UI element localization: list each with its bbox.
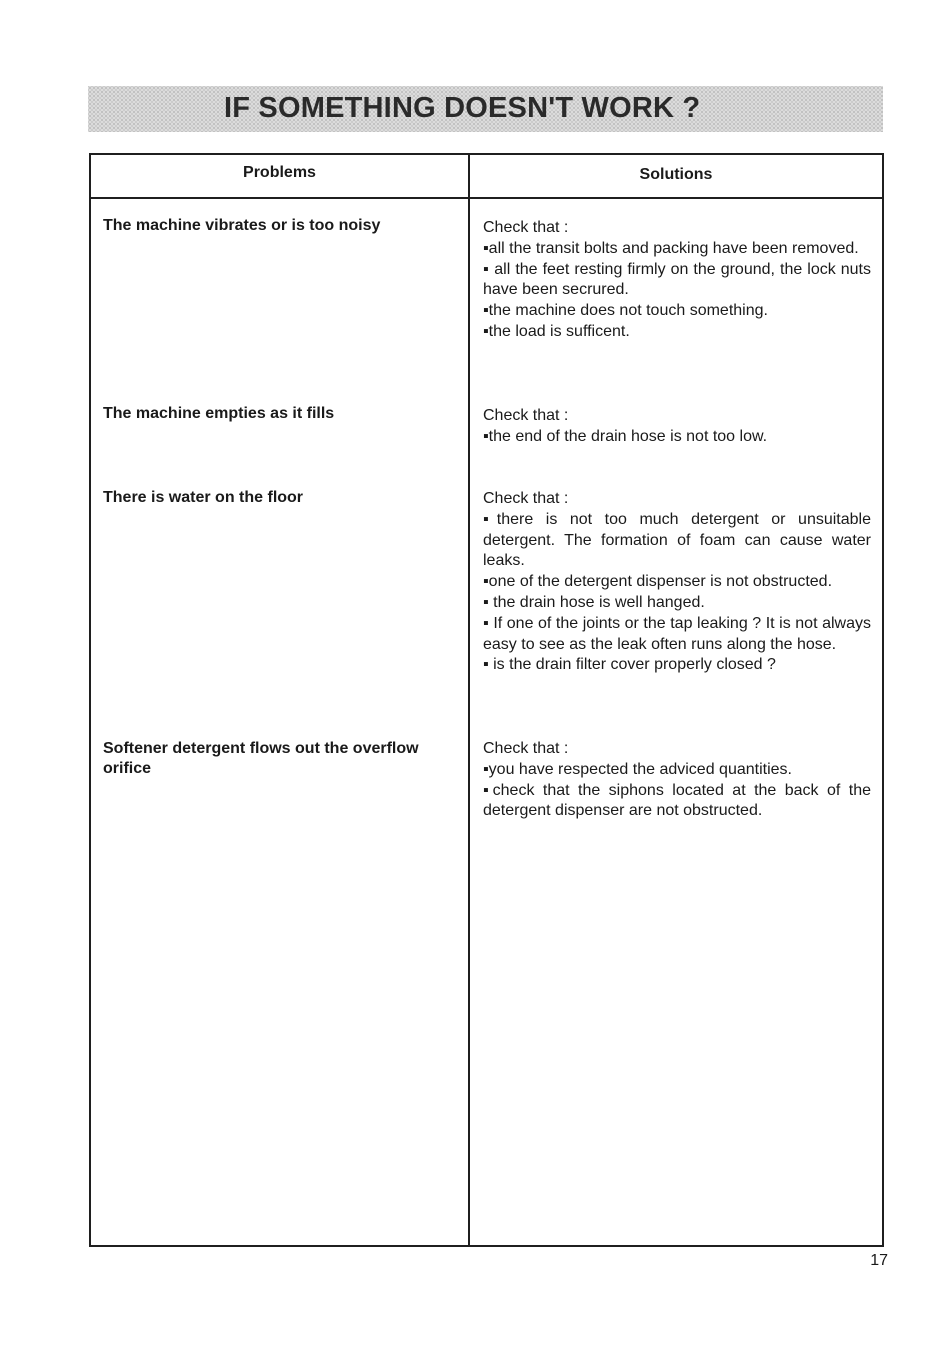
solution-line: ▪ the drain hose is well hanged. bbox=[483, 593, 705, 611]
solution-line: ▪check that the siphons located at the back of the detergent dispenser are not obstructed. bbox=[483, 781, 871, 820]
solution-line: Check that : bbox=[483, 740, 569, 757]
solution-3 bbox=[483, 489, 871, 676]
page-title: IF SOMETHING DOESN'T WORK ? bbox=[224, 92, 701, 124]
problem-1: The machine vibrates or is too noisy bbox=[103, 217, 381, 234]
solution-line: Check that : bbox=[483, 407, 569, 424]
solution-line: ▪one of the detergent dispenser is not obstructed. bbox=[483, 573, 833, 591]
problem-3: There is water on the floor bbox=[103, 489, 304, 506]
solution-line: ▪the end of the drain hose is not too low. bbox=[483, 427, 768, 445]
problem-4: Softener detergent flows out the overflow orifice bbox=[103, 740, 419, 777]
solution-line: Check that : bbox=[483, 490, 569, 507]
solution-line: ▪ If one of the joints or the tap leaking ? It is not always easy to see as the leak often runs along the hose. bbox=[483, 614, 871, 653]
solution-line: ▪all the transit bolts and packing have been removed. bbox=[483, 239, 859, 257]
header-problems: Problems bbox=[243, 164, 316, 181]
header-divider bbox=[89, 197, 884, 199]
solution-4 bbox=[483, 739, 871, 822]
solution-line: Check that : bbox=[483, 219, 569, 236]
solution-1 bbox=[483, 218, 871, 343]
solution-line: ▪you have respected the adviced quantities. bbox=[483, 760, 792, 778]
column-divider bbox=[468, 153, 470, 1247]
problem-2: The machine empties as it fills bbox=[103, 405, 335, 422]
solution-line: ▪the load is sufficent. bbox=[483, 322, 630, 340]
solution-line: ▪there is not too much detergent or unsuitable detergent. The formation of foam can cause water leaks. bbox=[483, 510, 871, 570]
solution-line: ▪ is the drain filter cover properly closed ? bbox=[483, 656, 776, 674]
solution-2 bbox=[483, 406, 871, 448]
solution-line: ▪ all the feet resting firmly on the ground, the lock nuts have been secrured. bbox=[483, 260, 871, 299]
page-number: 17 bbox=[870, 1252, 888, 1269]
header-solutions: Solutions bbox=[639, 166, 713, 183]
solution-line: ▪the machine does not touch something. bbox=[483, 302, 768, 320]
